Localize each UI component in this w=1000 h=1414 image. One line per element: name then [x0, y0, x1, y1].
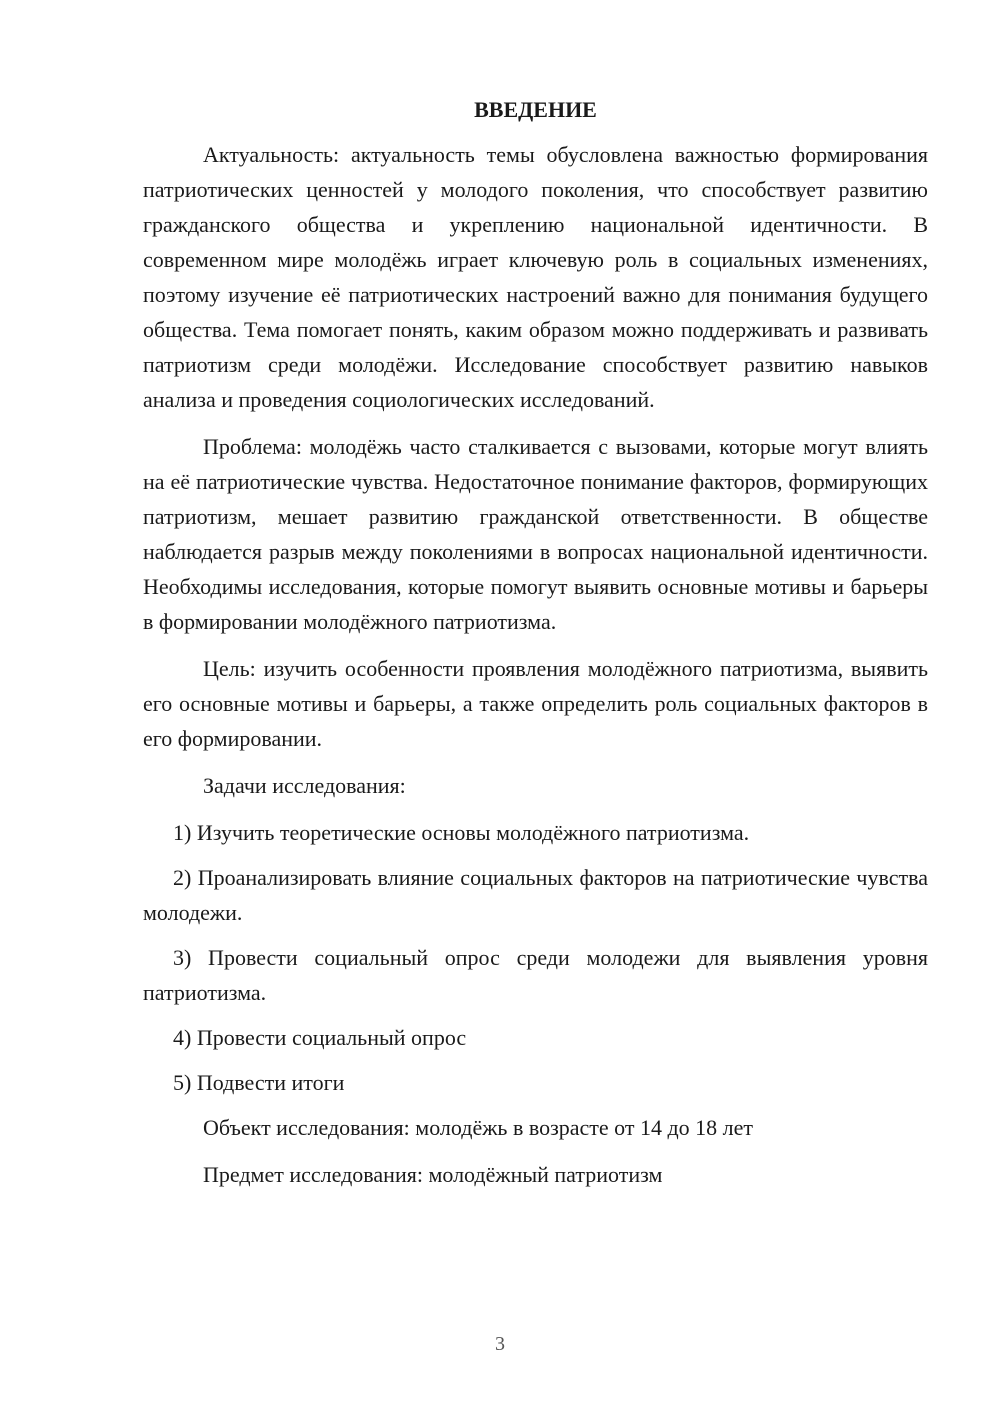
goal-paragraph: Цель: изучить особенности проявления молодёжного патриотизма, выявить его основные мотивы и барьеры, а также определить роль социальных факторов в его формировании.: [143, 656, 928, 751]
task-item-1: 1) Изучить теоретические основы молодёжного патриотизма.: [173, 820, 750, 845]
task-item-2: 2) Проанализировать влияние социальных факторов на патриотические чувства молодежи.: [143, 865, 928, 925]
tasks-title: Задачи исследования:: [203, 773, 406, 798]
research-subject: Предмет исследования: молодёжный патриотизм: [203, 1162, 663, 1187]
task-item-5: 5) Подвести итоги: [173, 1070, 345, 1095]
page-title: ВВЕДЕНИЕ: [474, 97, 597, 122]
task-item-4: 4) Провести социальный опрос: [173, 1025, 467, 1050]
page-number: 3: [495, 1333, 505, 1355]
relevance-paragraph: Актуальность: актуальность темы обусловлена важностью формирования патриотических ценностей у молодого поколения, что способствует развитию гражданского общества и укреплению национальной идентичности. В современном мире молодёжь играет ключевую роль в социальных изменениях, поэтому изучение её патриотических настроений важно для понимания будущего общества. Тема помогает понять, каким образом можно поддерживать и развивать патриотизм среди молодёжи. Исследование способствует развитию навыков анализа и проведения социологических исследований.: [143, 142, 928, 412]
document-page: [143, 95, 928, 1204]
task-item-3: 3) Провести социальный опрос среди молодежи для выявления уровня патриотизма.: [143, 945, 928, 1005]
problem-paragraph: Проблема: молодёжь часто сталкивается с вызовами, которые могут влиять на её патриотические чувства. Недостаточное понимание факторов, формирующих патриотизм, мешает развитию гражданской ответственности. В обществе наблюдается разрыв между поколениями в вопросах национальной идентичности. Необходимы исследования, которые помогут выявить основные мотивы и барьеры в формировании молодёжного патриотизма.: [143, 434, 928, 634]
research-object: Объект исследования: молодёжь в возрасте от 14 до 18 лет: [203, 1115, 754, 1140]
